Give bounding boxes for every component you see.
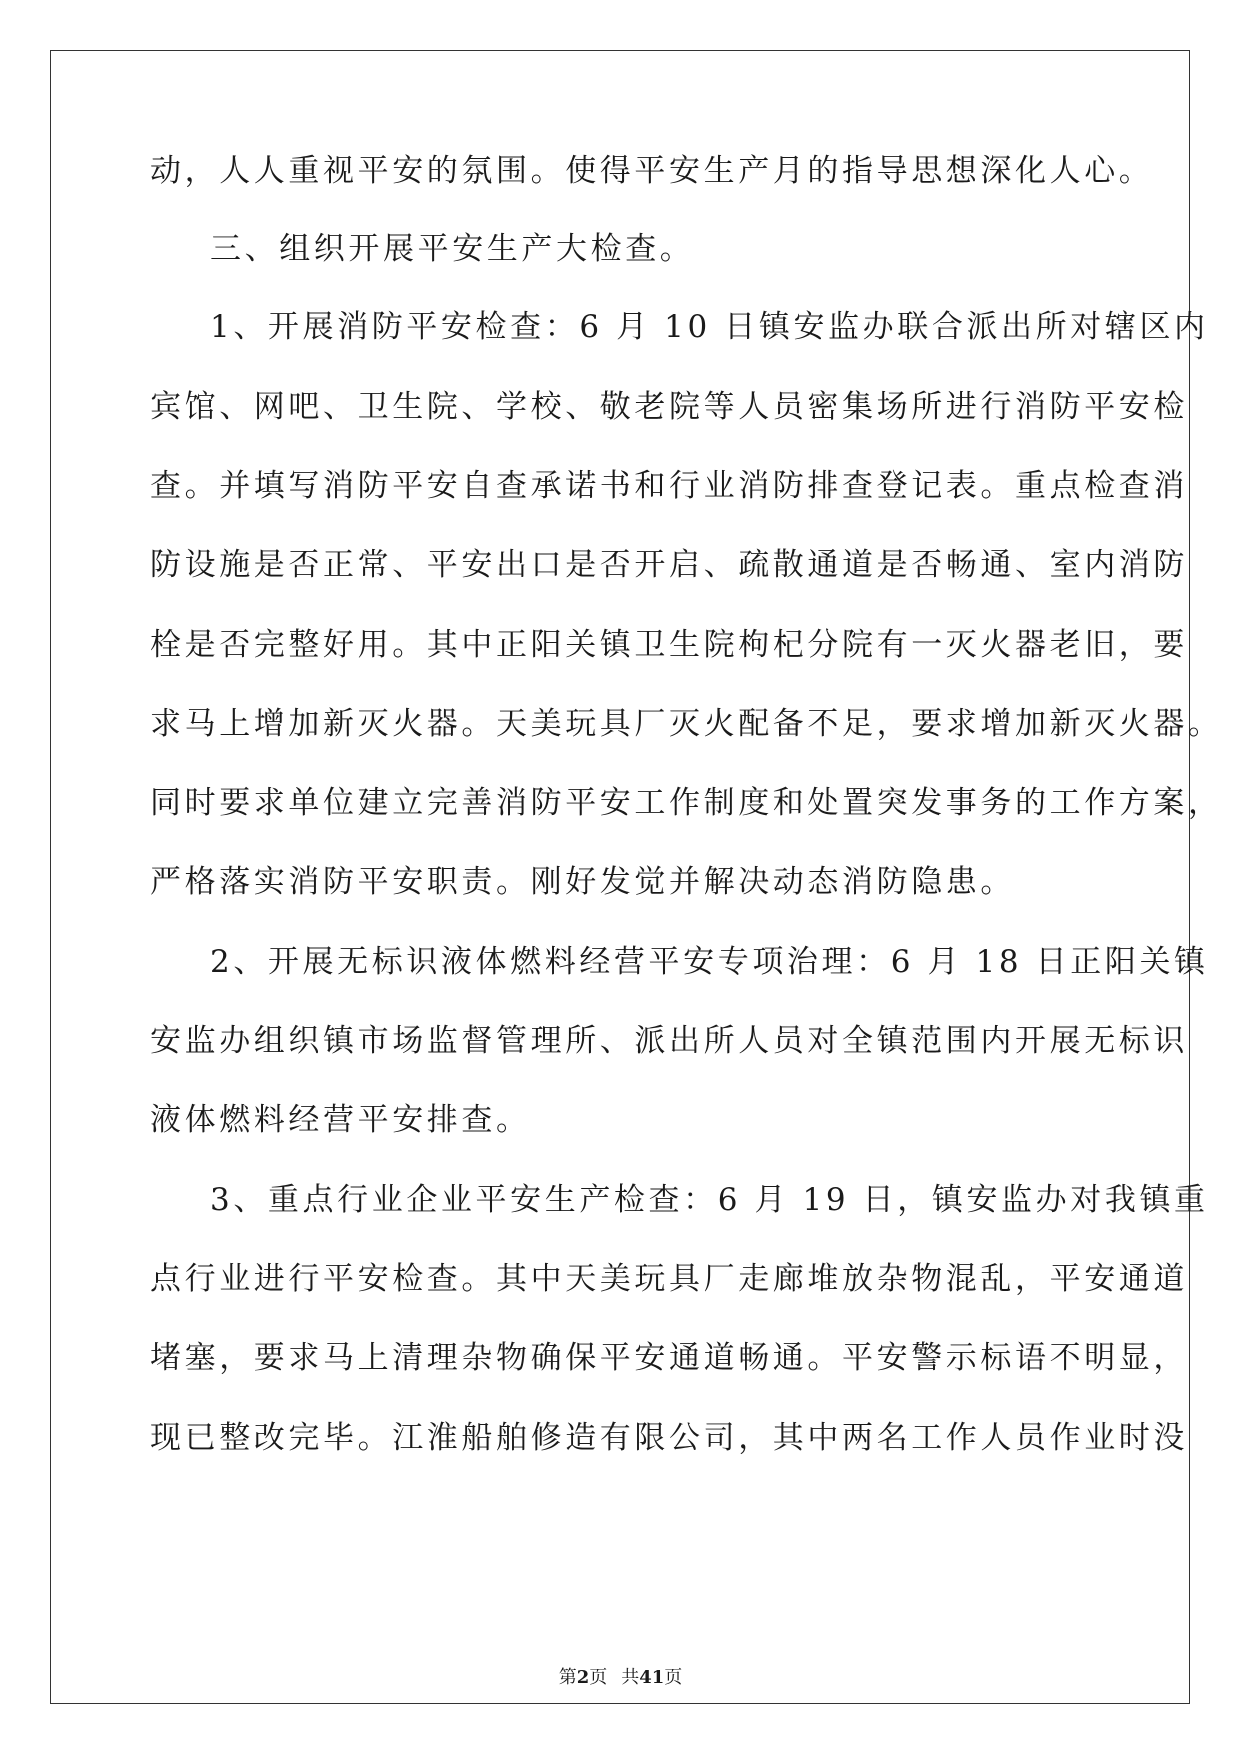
paragraph-start-line: 1、开展消防平安检查：6 月 10 日镇安监办联合派出所对辖区内: [210, 309, 1209, 345]
body-line: 查。并填写消防平安自查承诺书和行业消防排查登记表。重点检查消: [150, 468, 1188, 504]
paragraph-start-line: 2、开展无标识液体燃料经营平安专项治理：6 月 18 日正阳关镇: [210, 944, 1209, 980]
body-line: 宾馆、网吧、卫生院、学校、敬老院等人员密集场所进行消防平安检: [150, 389, 1188, 425]
body-line: 安监办组织镇市场监督管理所、派出所人员对全镇范围内开展无标识: [150, 1023, 1188, 1059]
footer-page-suffix: 页: [589, 1667, 608, 1688]
body-line: 防设施是否正常、平安出口是否开启、疏散通道是否畅通、室内消防: [150, 547, 1188, 583]
paragraph-start-line: 3、重点行业企业平安生产检查：6 月 19 日，镇安监办对我镇重: [210, 1182, 1209, 1218]
body-line: 栓是否完整好用。其中正阳关镇卫生院枸杞分院有一灭火器老旧，要: [150, 627, 1188, 663]
body-line: 现已整改完毕。江淮船舶修造有限公司，其中两名工作人员作业时没: [150, 1420, 1188, 1456]
total-page-count: 41: [639, 1667, 665, 1688]
footer-total-prefix: 共: [621, 1667, 640, 1688]
body-line: 严格落实消防平安职责。刚好发觉并解决动态消防隐患。: [150, 864, 1015, 900]
page-footer: [0, 1666, 1241, 1690]
body-line: 动，人人重视平安的氛围。使得平安生产月的指导思想深化人心。: [150, 153, 1154, 189]
footer-total-suffix: 页: [664, 1667, 683, 1688]
section-heading: 三、组织开展平安生产大检查。: [210, 231, 695, 267]
body-line: 点行业进行平安检查。其中天美玩具厂走廊堆放杂物混乱，平安通道: [150, 1261, 1188, 1297]
body-line: 堵塞，要求马上清理杂物确保平安通道畅通。平安警示标语不明显，: [150, 1340, 1188, 1376]
body-line: 同时要求单位建立完善消防平安工作制度和处置突发事务的工作方案，: [150, 785, 1223, 821]
footer-prefix: 第: [558, 1667, 577, 1688]
body-line: 求马上增加新灭火器。天美玩具厂灭火配备不足，要求增加新灭火器。: [150, 706, 1223, 742]
body-line: 液体燃料经营平安排查。: [150, 1102, 531, 1138]
current-page-number: 2: [576, 1667, 590, 1688]
